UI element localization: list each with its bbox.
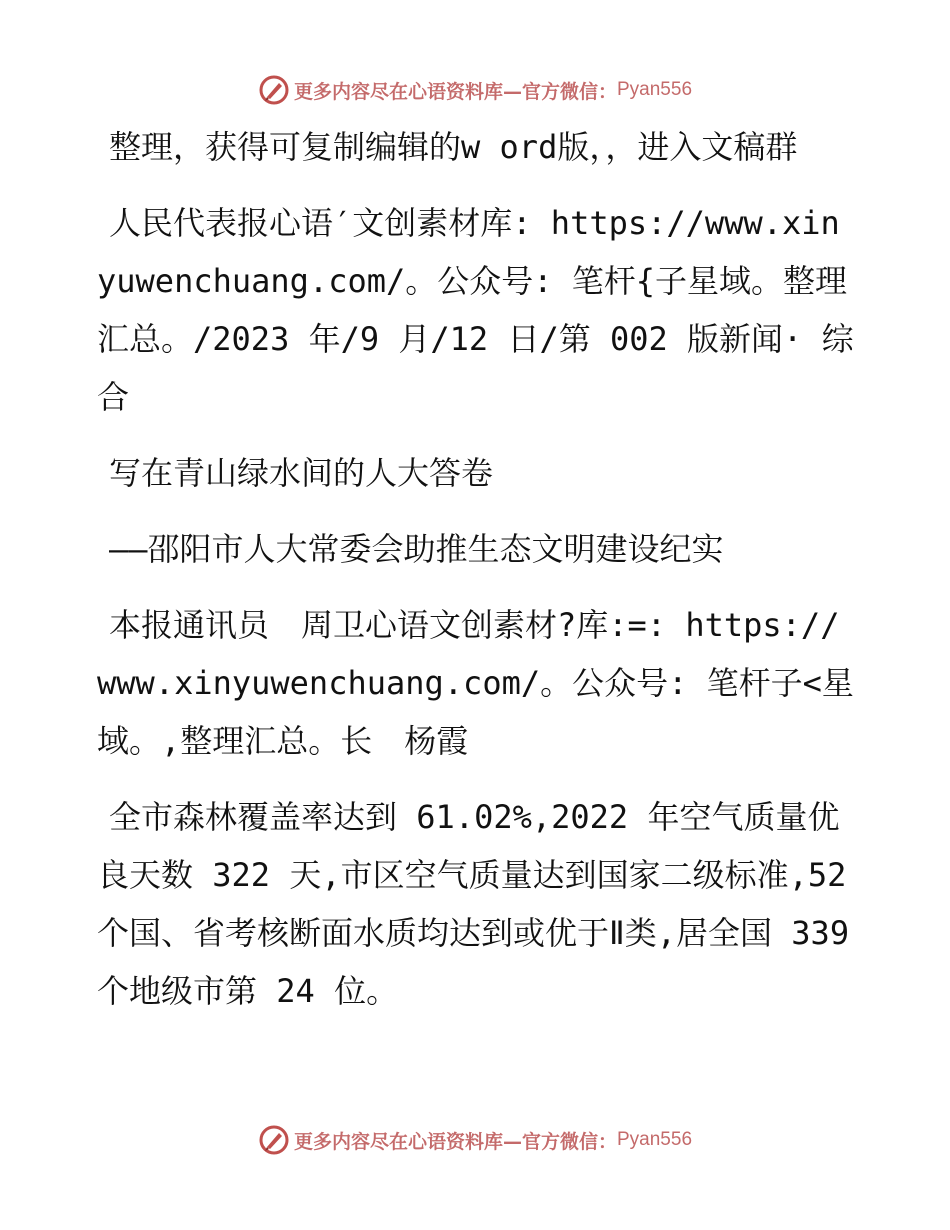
pen-logo-icon [258,1124,290,1156]
article-byline: 本报通讯员 周卫心语文创素材?库:=: https://www.xinyuwenchuang.com/。公众号: 笔杆子<星域。,整理汇总。长 杨霞 [97,606,854,760]
paragraph-source: 人民代表报心语′文创素材库: https://www.xinyuwenchuang.com/。公众号: 笔杆{子星域。整理汇总。/2023 年/9 月/12 日/第 002 版新闻· 综合 [97,204,854,416]
watermark-account: Pyan556 [617,1129,693,1150]
article-title: 写在青山绿水间的人大答卷 [109,454,494,492]
watermark-text: 更多内容尽在心语资料库—官方微信： [293,80,617,103]
paragraph-intro: 整理，获得可复制编辑的w ord版，，进入文稿群 [109,128,798,166]
header-watermark [0,70,950,110]
article-subtitle: ——邵阳市人大常委会助推生态文明建设纪实 [109,530,724,568]
footer-watermark [0,1120,950,1160]
article-paragraph: 全市森林覆盖率达到 61.02%,2022 年空气质量优良天数 322 天,市区空气质量达到国家二级标准,52 个国、省考核断面水质均达到或优于Ⅱ类,居全国 339 个地级市第 24 位。 [97,798,850,1010]
pen-logo-icon [258,74,290,106]
watermark-text: 更多内容尽在心语资料库—官方微信： [293,1130,617,1153]
watermark-account: Pyan556 [617,79,693,100]
document-body [97,118,857,1038]
